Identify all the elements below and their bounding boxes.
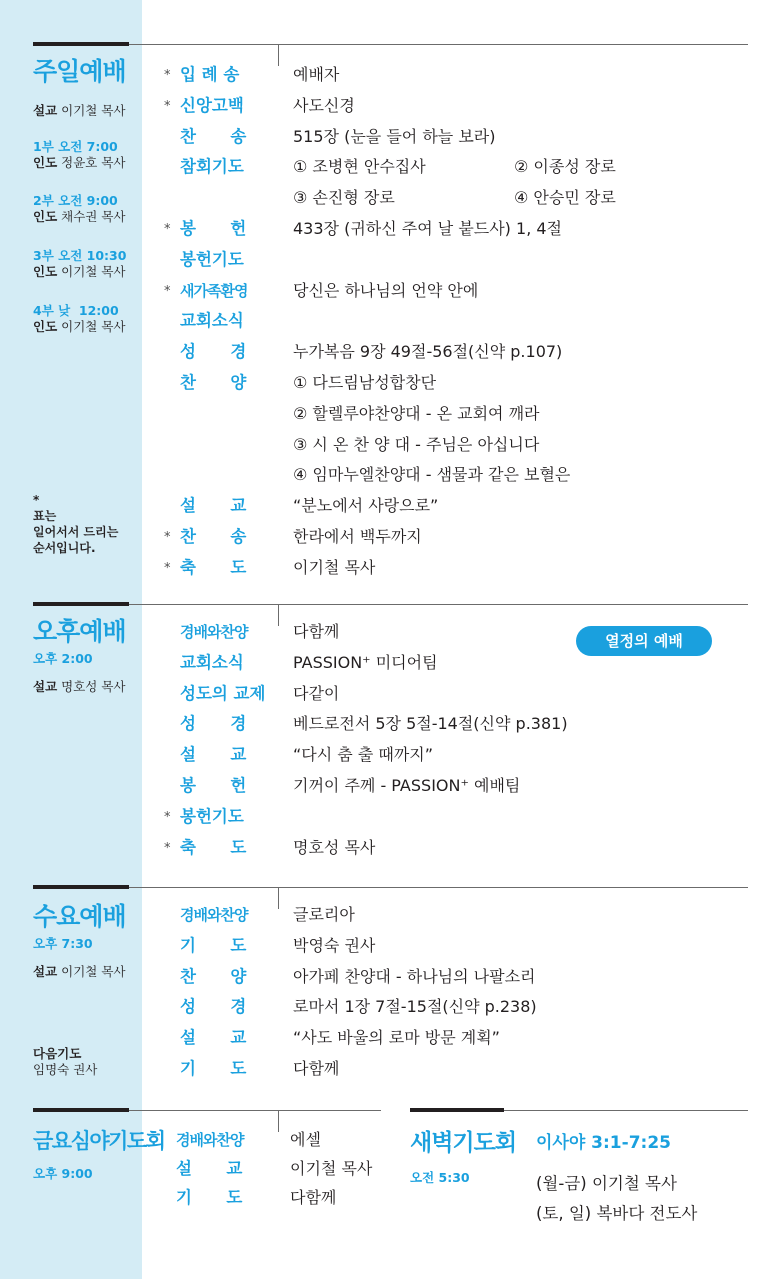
order-label: 찬 송 xyxy=(180,126,247,146)
wednesday-sermon: 설교 이기철 목사 xyxy=(33,964,126,979)
order-value: 누가복음 9장 49절-56절(신약 p.107) xyxy=(293,342,563,362)
order-value: 에셀 xyxy=(290,1130,321,1149)
standing-marker: * xyxy=(164,530,171,545)
order-label: 교회소식 xyxy=(180,652,244,672)
section-divider xyxy=(33,44,748,45)
section-marker xyxy=(33,602,129,606)
order-label: 성 경 xyxy=(180,997,247,1017)
order-value-secondary: ② 이종성 장로 xyxy=(514,157,616,177)
order-value: ③ 시 온 찬 양 대 - 주님은 아십니다 xyxy=(293,434,540,454)
service-4: 4부 낮 12:00 인도 이기철 목사 xyxy=(33,303,126,334)
order-label: 봉 헌 xyxy=(180,219,247,238)
order-value: 한라에서 백두까지 xyxy=(293,527,422,546)
order-value: 다같이 xyxy=(293,683,340,703)
afternoon-sermon: 설교 명호성 목사 xyxy=(33,679,126,694)
next-prayer: 다음기도 임명숙 권사 xyxy=(33,1046,98,1077)
order-label: 봉 헌 xyxy=(180,776,247,795)
order-label: 찬 양 xyxy=(180,966,247,986)
order-label: 입 례 송 xyxy=(180,65,240,84)
wednesday-title: 수요예배 xyxy=(33,902,126,931)
service-1: 1부 오전 7:00 인도 정윤호 목사 xyxy=(33,139,126,170)
order-value: 명호성 목사 xyxy=(293,837,376,857)
order-value: ① 다드림남성합창단 xyxy=(293,373,437,392)
standing-marker: * xyxy=(164,68,171,83)
order-value: 다함께 xyxy=(293,1059,340,1078)
order-value: ④ 임마누엘찬양대 - 샘물과 같은 보혈은 xyxy=(293,465,571,485)
order-label: 성 경 xyxy=(180,714,247,734)
order-value: 당신은 하나님의 언약 안에 xyxy=(293,280,479,300)
column-tick xyxy=(278,604,279,626)
order-label: 성도의 교제 xyxy=(180,683,266,703)
column-tick xyxy=(278,44,279,66)
order-value: “다시 춤 출 때까지” xyxy=(293,745,434,765)
order-label: 봉헌기도 xyxy=(180,806,244,826)
order-value: “분노에서 사랑으로” xyxy=(293,496,439,516)
standing-note: * 표는 일어서서 드리는 순서입니다. xyxy=(33,493,119,555)
dawn-reference: 이사야 3:1-7:25 xyxy=(536,1133,671,1153)
section-marker xyxy=(410,1108,504,1112)
order-value: 글로리아 xyxy=(293,905,355,924)
order-value: 아가페 찬양대 - 하나님의 나팔소리 xyxy=(293,966,536,986)
order-label: 설 교 xyxy=(180,496,247,516)
order-label: 새가족환영 xyxy=(180,281,248,300)
order-label: 봉헌기도 xyxy=(180,249,244,269)
column-tick xyxy=(278,887,279,909)
order-label: 경배와찬양 xyxy=(176,1131,244,1149)
dawn-leader-weekday: (월-금) 이기철 목사 xyxy=(536,1174,677,1193)
standing-marker: * xyxy=(164,840,171,856)
order-value: 로마서 1장 7절-15절(신약 p.238) xyxy=(293,997,537,1017)
order-value: 433장 (귀하신 주여 날 붙드사) 1, 4절 xyxy=(293,219,563,238)
order-value: 이기철 목사 xyxy=(293,557,376,577)
order-label: 신앙고백 xyxy=(180,95,244,115)
order-value: 이기철 목사 xyxy=(290,1159,373,1178)
column-tick xyxy=(278,1110,279,1132)
standing-marker: * xyxy=(164,222,171,237)
order-label: 성 경 xyxy=(180,342,247,362)
order-label: 축 도 xyxy=(180,557,247,577)
order-value: ③ 손진형 장로 xyxy=(293,188,395,208)
order-label: 참회기도 xyxy=(180,157,244,177)
order-value: “사도 바울의 로마 방문 계획” xyxy=(293,1028,500,1048)
standing-marker: * xyxy=(164,809,171,825)
standing-marker: * xyxy=(164,98,171,114)
order-label: 설 교 xyxy=(180,745,247,765)
order-label: 경배와찬양 xyxy=(180,906,248,924)
section-marker xyxy=(33,1108,129,1112)
order-label: 경배와찬양 xyxy=(180,623,248,641)
friday-title: 금요심야기도회 xyxy=(33,1129,165,1153)
order-value: 다함께 xyxy=(290,1188,337,1207)
wednesday-time: 오후 7:30 xyxy=(33,936,93,951)
afternoon-title: 오후예배 xyxy=(33,617,126,646)
afternoon-time: 오후 2:00 xyxy=(33,651,93,666)
order-label: 설 교 xyxy=(176,1159,243,1178)
passion-worship-badge: 열정의 예배 xyxy=(576,626,712,656)
order-value: 사도신경 xyxy=(293,95,355,115)
order-value: PASSION⁺ 미디어팀 xyxy=(293,652,438,672)
sunday-title: 주일예배 xyxy=(33,57,126,86)
order-label: 교회소식 xyxy=(180,311,244,331)
section-marker xyxy=(33,42,129,46)
order-label: 기 도 xyxy=(180,935,247,955)
dawn-title: 새벽기도회 xyxy=(410,1130,517,1156)
section-marker xyxy=(33,885,129,889)
service-2: 2부 오전 9:00 인도 채수권 목사 xyxy=(33,193,126,224)
order-label: 축 도 xyxy=(180,837,247,857)
order-value-secondary: ④ 안승민 장로 xyxy=(514,188,616,208)
order-value: 예배자 xyxy=(293,65,340,84)
standing-marker: * xyxy=(164,560,171,576)
order-value: 박영숙 권사 xyxy=(293,935,376,955)
section-divider xyxy=(33,604,748,605)
order-label: 기 도 xyxy=(176,1188,243,1207)
friday-time: 오후 9:00 xyxy=(33,1166,93,1181)
section-divider xyxy=(33,887,748,888)
dawn-time: 오전 5:30 xyxy=(410,1170,470,1185)
service-3: 3부 오전 10:30 인도 이기철 목사 xyxy=(33,248,127,279)
order-label: 기 도 xyxy=(180,1059,247,1078)
dawn-leader-weekend: (토, 일) 복바다 전도사 xyxy=(536,1204,698,1223)
sunday-sermon: 설교 이기철 목사 xyxy=(33,103,126,118)
order-value: 515장 (눈을 들어 하늘 보라) xyxy=(293,126,496,146)
standing-marker: * xyxy=(164,283,171,299)
order-label: 찬 양 xyxy=(180,373,247,392)
order-value: ① 조병현 안수집사 xyxy=(293,157,426,177)
order-label: 찬 송 xyxy=(180,527,247,546)
order-value: 기꺼이 주께 - PASSION⁺ 예배팀 xyxy=(293,776,521,795)
order-label: 설 교 xyxy=(180,1028,247,1048)
order-value: 다함께 xyxy=(293,622,340,641)
order-value: ② 할렐루야찬양대 - 온 교회여 깨라 xyxy=(293,403,540,423)
order-value: 베드로전서 5장 5절-14절(신약 p.381) xyxy=(293,714,568,734)
